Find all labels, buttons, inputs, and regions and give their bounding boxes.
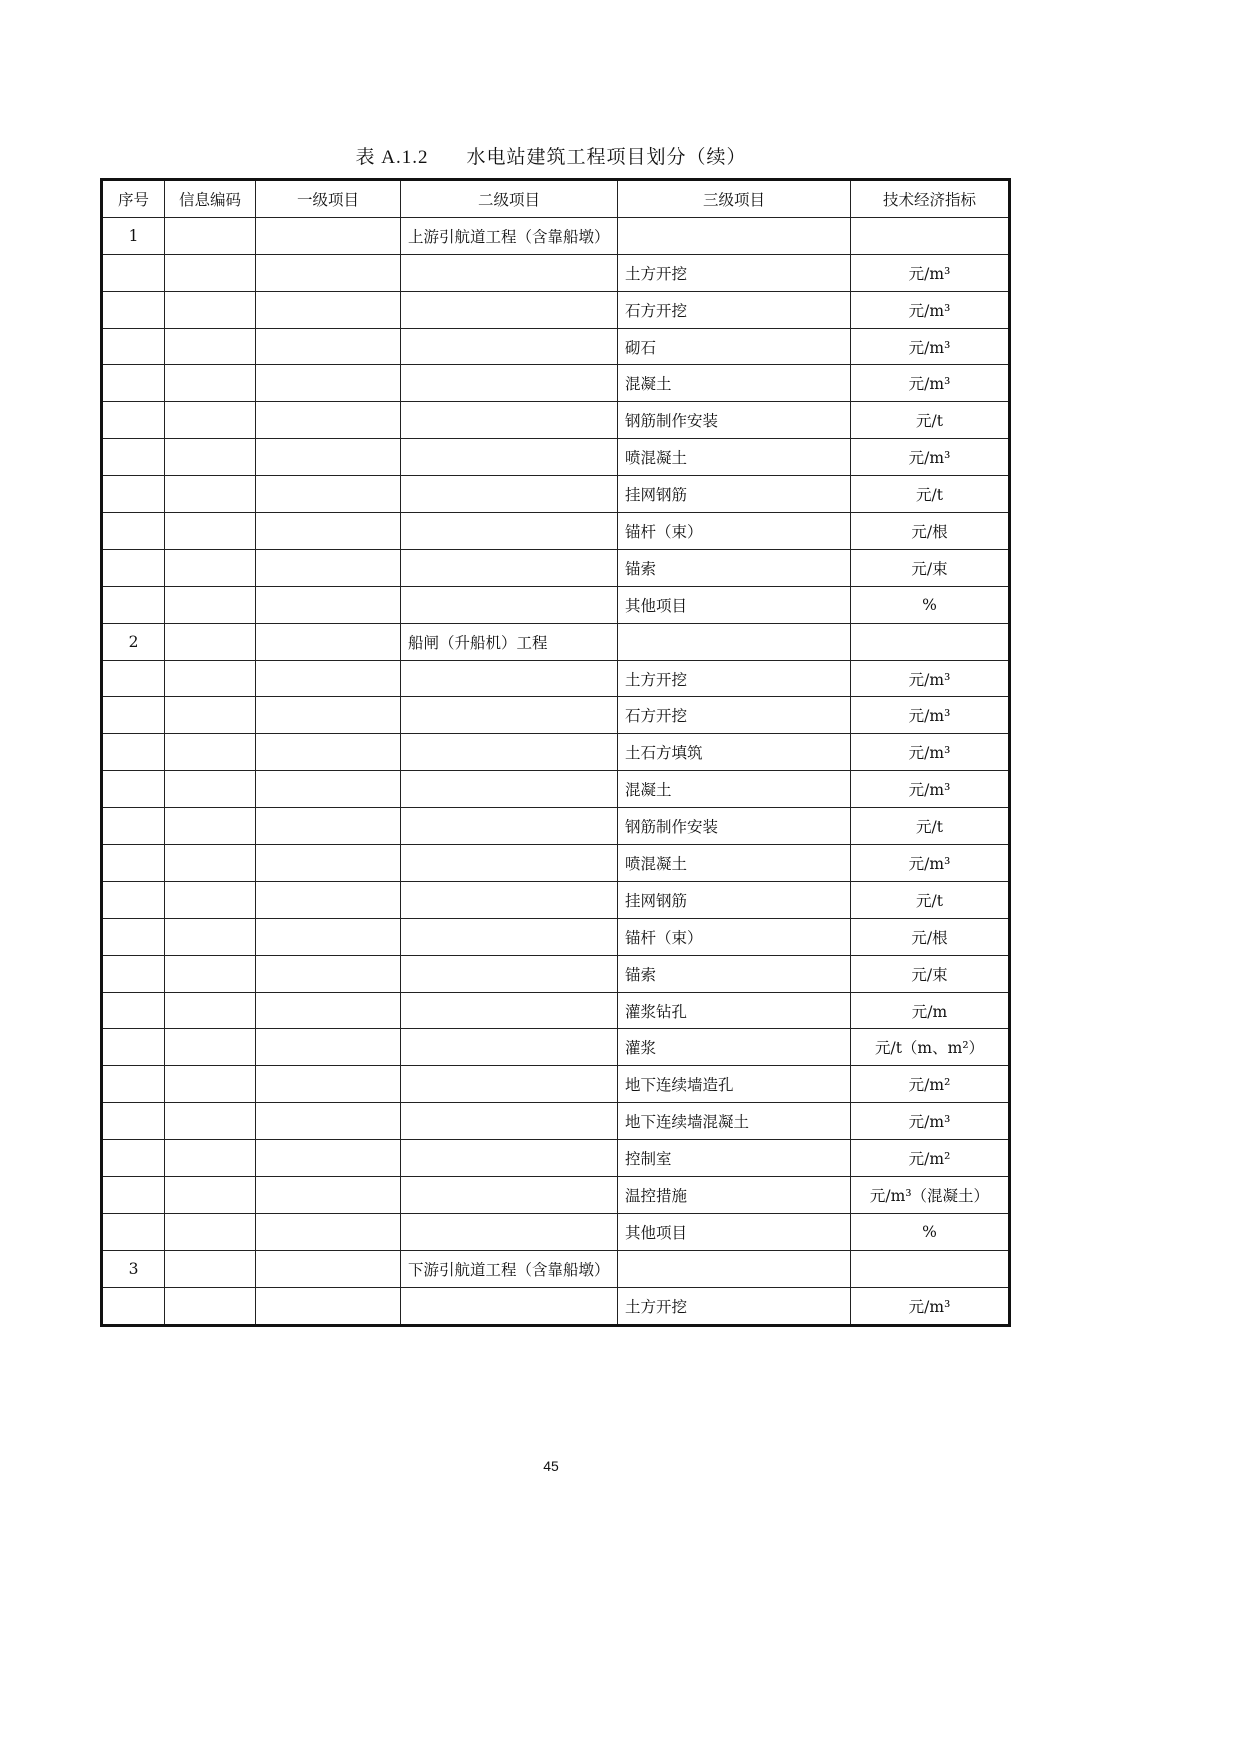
table-row <box>102 623 1010 660</box>
cell-level3: 锚杆（束） <box>618 513 851 550</box>
header-seq: 序号 <box>102 180 165 218</box>
cell-indicator <box>851 1250 1010 1287</box>
table-row <box>102 513 1010 550</box>
cell-indicator: 元/t <box>851 808 1010 845</box>
cell-code <box>165 1213 256 1250</box>
table-row <box>102 918 1010 955</box>
cell-level1 <box>256 439 401 476</box>
table-row <box>102 771 1010 808</box>
header-level1: 一级项目 <box>256 180 401 218</box>
table-row <box>102 1066 1010 1103</box>
cell-level3: 钢筋制作安装 <box>618 808 851 845</box>
table-body <box>102 217 1010 1325</box>
cell-level1 <box>256 217 401 254</box>
cell-level3 <box>618 1250 851 1287</box>
cell-level2 <box>401 549 618 586</box>
cell-seq <box>102 1103 165 1140</box>
cell-indicator: 元/m³ <box>851 734 1010 771</box>
cell-seq <box>102 365 165 402</box>
cell-indicator: 元/束 <box>851 955 1010 992</box>
cell-level2 <box>401 586 618 623</box>
table-row <box>102 1250 1010 1287</box>
cell-level2 <box>401 918 618 955</box>
cell-seq <box>102 955 165 992</box>
cell-level2 <box>401 992 618 1029</box>
cell-level1 <box>256 328 401 365</box>
cell-level3: 锚索 <box>618 955 851 992</box>
cell-indicator: 元/t <box>851 402 1010 439</box>
table-row <box>102 291 1010 328</box>
cell-level1 <box>256 1140 401 1177</box>
table-row <box>102 439 1010 476</box>
cell-level3: 挂网钢筋 <box>618 476 851 513</box>
cell-level3: 砌石 <box>618 328 851 365</box>
cell-seq <box>102 513 165 550</box>
cell-level2 <box>401 771 618 808</box>
cell-seq <box>102 402 165 439</box>
cell-level1 <box>256 1287 401 1325</box>
table-row <box>102 845 1010 882</box>
cell-seq <box>102 586 165 623</box>
cell-level1 <box>256 291 401 328</box>
cell-level3: 其他项目 <box>618 1213 851 1250</box>
table-row <box>102 660 1010 697</box>
cell-code <box>165 918 256 955</box>
cell-indicator: % <box>851 586 1010 623</box>
cell-indicator: 元/m³ <box>851 328 1010 365</box>
cell-code <box>165 734 256 771</box>
cell-level3: 地下连续墙造孔 <box>618 1066 851 1103</box>
cell-code <box>165 697 256 734</box>
cell-level3 <box>618 217 851 254</box>
cell-code <box>165 549 256 586</box>
cell-level1 <box>256 1213 401 1250</box>
cell-level2 <box>401 476 618 513</box>
cell-indicator: 元/m³ <box>851 291 1010 328</box>
cell-level3: 土方开挖 <box>618 254 851 291</box>
cell-level2 <box>401 881 618 918</box>
cell-seq <box>102 992 165 1029</box>
cell-level3: 控制室 <box>618 1140 851 1177</box>
cell-level2 <box>401 808 618 845</box>
cell-code <box>165 365 256 402</box>
cell-indicator <box>851 217 1010 254</box>
cell-level2 <box>401 365 618 402</box>
table-row <box>102 1177 1010 1214</box>
table-row <box>102 217 1010 254</box>
cell-indicator: 元/m³ <box>851 660 1010 697</box>
table-header-row <box>102 180 1010 218</box>
cell-level3: 混凝土 <box>618 771 851 808</box>
cell-indicator: 元/m² <box>851 1140 1010 1177</box>
cell-level1 <box>256 845 401 882</box>
cell-level2 <box>401 1287 618 1325</box>
cell-code <box>165 328 256 365</box>
cell-indicator: 元/根 <box>851 918 1010 955</box>
table-row <box>102 992 1010 1029</box>
cell-seq <box>102 549 165 586</box>
cell-level3: 灌浆钻孔 <box>618 992 851 1029</box>
cell-level2 <box>401 254 618 291</box>
cell-seq <box>102 1177 165 1214</box>
cell-code <box>165 217 256 254</box>
cell-level2 <box>401 734 618 771</box>
header-indicator: 技术经济指标 <box>851 180 1010 218</box>
cell-level1 <box>256 476 401 513</box>
cell-level1 <box>256 660 401 697</box>
page-number: 45 <box>543 1458 559 1474</box>
cell-level2 <box>401 955 618 992</box>
cell-seq <box>102 254 165 291</box>
cell-level3: 喷混凝土 <box>618 439 851 476</box>
cell-code <box>165 1140 256 1177</box>
cell-code <box>165 1103 256 1140</box>
cell-level2 <box>401 1213 618 1250</box>
cell-indicator: 元/m³ <box>851 697 1010 734</box>
cell-level2 <box>401 291 618 328</box>
cell-code <box>165 1029 256 1066</box>
cell-seq <box>102 808 165 845</box>
cell-level2 <box>401 1177 618 1214</box>
cell-code <box>165 660 256 697</box>
table-row <box>102 328 1010 365</box>
table-row <box>102 808 1010 845</box>
cell-seq <box>102 918 165 955</box>
cell-seq <box>102 439 165 476</box>
table-row <box>102 1103 1010 1140</box>
cell-indicator: 元/m³ <box>851 1287 1010 1325</box>
cell-level3: 其他项目 <box>618 586 851 623</box>
cell-seq <box>102 881 165 918</box>
table-row <box>102 402 1010 439</box>
cell-seq <box>102 697 165 734</box>
cell-level2: 船闸（升船机）工程 <box>401 623 618 660</box>
cell-level3: 钢筋制作安装 <box>618 402 851 439</box>
cell-code <box>165 439 256 476</box>
cell-seq: 1 <box>102 217 165 254</box>
cell-level1 <box>256 955 401 992</box>
cell-level1 <box>256 1103 401 1140</box>
cell-level2 <box>401 697 618 734</box>
cell-level1 <box>256 402 401 439</box>
cell-level3: 土方开挖 <box>618 660 851 697</box>
cell-level2: 上游引航道工程（含靠船墩） <box>401 217 618 254</box>
cell-level3 <box>618 623 851 660</box>
cell-level1 <box>256 771 401 808</box>
cell-level3: 锚杆（束） <box>618 918 851 955</box>
cell-level2 <box>401 402 618 439</box>
cell-seq <box>102 771 165 808</box>
cell-code <box>165 1177 256 1214</box>
cell-indicator: 元/t <box>851 476 1010 513</box>
cell-level2 <box>401 439 618 476</box>
cell-code <box>165 1250 256 1287</box>
cell-code <box>165 1287 256 1325</box>
cell-indicator: 元/m³ <box>851 439 1010 476</box>
table-row <box>102 1140 1010 1177</box>
cell-level2 <box>401 1103 618 1140</box>
cell-seq <box>102 1029 165 1066</box>
cell-level3: 地下连续墙混凝土 <box>618 1103 851 1140</box>
table-row <box>102 1029 1010 1066</box>
cell-level3: 喷混凝土 <box>618 845 851 882</box>
table-row <box>102 1287 1010 1325</box>
cell-code <box>165 992 256 1029</box>
cell-indicator: 元/t（m、m²） <box>851 1029 1010 1066</box>
table-title <box>0 142 1102 169</box>
cell-seq <box>102 1140 165 1177</box>
table-row <box>102 734 1010 771</box>
cell-level2 <box>401 660 618 697</box>
cell-seq <box>102 476 165 513</box>
cell-indicator: 元/m³ <box>851 254 1010 291</box>
table-row <box>102 881 1010 918</box>
cell-seq <box>102 734 165 771</box>
cell-seq <box>102 328 165 365</box>
cell-code <box>165 476 256 513</box>
cell-level3: 灌浆 <box>618 1029 851 1066</box>
cell-level2: 下游引航道工程（含靠船墩） <box>401 1250 618 1287</box>
table-row <box>102 1213 1010 1250</box>
cell-level2 <box>401 845 618 882</box>
cell-seq <box>102 660 165 697</box>
cell-indicator: 元/m² <box>851 1066 1010 1103</box>
cell-code <box>165 771 256 808</box>
header-level2: 二级项目 <box>401 180 618 218</box>
table-row <box>102 586 1010 623</box>
cell-level1 <box>256 365 401 402</box>
cell-code <box>165 291 256 328</box>
cell-indicator <box>851 623 1010 660</box>
cell-seq <box>102 1287 165 1325</box>
table-row <box>102 955 1010 992</box>
table-row <box>102 697 1010 734</box>
cell-level3: 挂网钢筋 <box>618 881 851 918</box>
cell-level1 <box>256 1029 401 1066</box>
cell-indicator: 元/m³ <box>851 365 1010 402</box>
cell-code <box>165 881 256 918</box>
cell-level1 <box>256 1066 401 1103</box>
cell-level3: 锚索 <box>618 549 851 586</box>
cell-indicator: % <box>851 1213 1010 1250</box>
table-row <box>102 549 1010 586</box>
cell-level2 <box>401 1029 618 1066</box>
header-level3: 三级项目 <box>618 180 851 218</box>
cell-indicator: 元/m <box>851 992 1010 1029</box>
cell-seq <box>102 1066 165 1103</box>
cell-level3: 土方开挖 <box>618 1287 851 1325</box>
cell-level2 <box>401 328 618 365</box>
cell-indicator: 元/t <box>851 881 1010 918</box>
cell-code <box>165 623 256 660</box>
cell-seq <box>102 291 165 328</box>
project-division-table <box>100 178 1011 1327</box>
cell-indicator: 元/m³ <box>851 1103 1010 1140</box>
cell-code <box>165 1066 256 1103</box>
cell-seq: 2 <box>102 623 165 660</box>
cell-indicator: 元/m³（混凝土） <box>851 1177 1010 1214</box>
cell-seq <box>102 845 165 882</box>
cell-level1 <box>256 697 401 734</box>
cell-code <box>165 955 256 992</box>
cell-level2 <box>401 513 618 550</box>
cell-level3: 土石方填筑 <box>618 734 851 771</box>
table-row <box>102 476 1010 513</box>
cell-code <box>165 586 256 623</box>
cell-level1 <box>256 992 401 1029</box>
cell-level3: 石方开挖 <box>618 291 851 328</box>
cell-code <box>165 808 256 845</box>
cell-level1 <box>256 623 401 660</box>
cell-level3: 石方开挖 <box>618 697 851 734</box>
cell-level1 <box>256 1250 401 1287</box>
cell-level1 <box>256 513 401 550</box>
cell-level1 <box>256 734 401 771</box>
cell-level2 <box>401 1140 618 1177</box>
cell-indicator: 元/m³ <box>851 845 1010 882</box>
cell-seq: 3 <box>102 1250 165 1287</box>
cell-level3: 混凝土 <box>618 365 851 402</box>
cell-indicator: 元/束 <box>851 549 1010 586</box>
cell-level1 <box>256 254 401 291</box>
cell-level1 <box>256 808 401 845</box>
cell-code <box>165 513 256 550</box>
cell-code <box>165 845 256 882</box>
cell-indicator: 元/根 <box>851 513 1010 550</box>
header-code: 信息编码 <box>165 180 256 218</box>
cell-seq <box>102 1213 165 1250</box>
cell-level3: 温控措施 <box>618 1177 851 1214</box>
cell-level1 <box>256 918 401 955</box>
table-caption: 水电站建筑工程项目划分（续） <box>466 146 747 168</box>
cell-level1 <box>256 1177 401 1214</box>
table-row <box>102 254 1010 291</box>
cell-level1 <box>256 881 401 918</box>
cell-code <box>165 254 256 291</box>
cell-level2 <box>401 1066 618 1103</box>
cell-indicator: 元/m³ <box>851 771 1010 808</box>
table-code: 表 A.1.2 <box>355 147 429 168</box>
table-row <box>102 365 1010 402</box>
cell-level1 <box>256 586 401 623</box>
cell-level1 <box>256 549 401 586</box>
cell-code <box>165 402 256 439</box>
